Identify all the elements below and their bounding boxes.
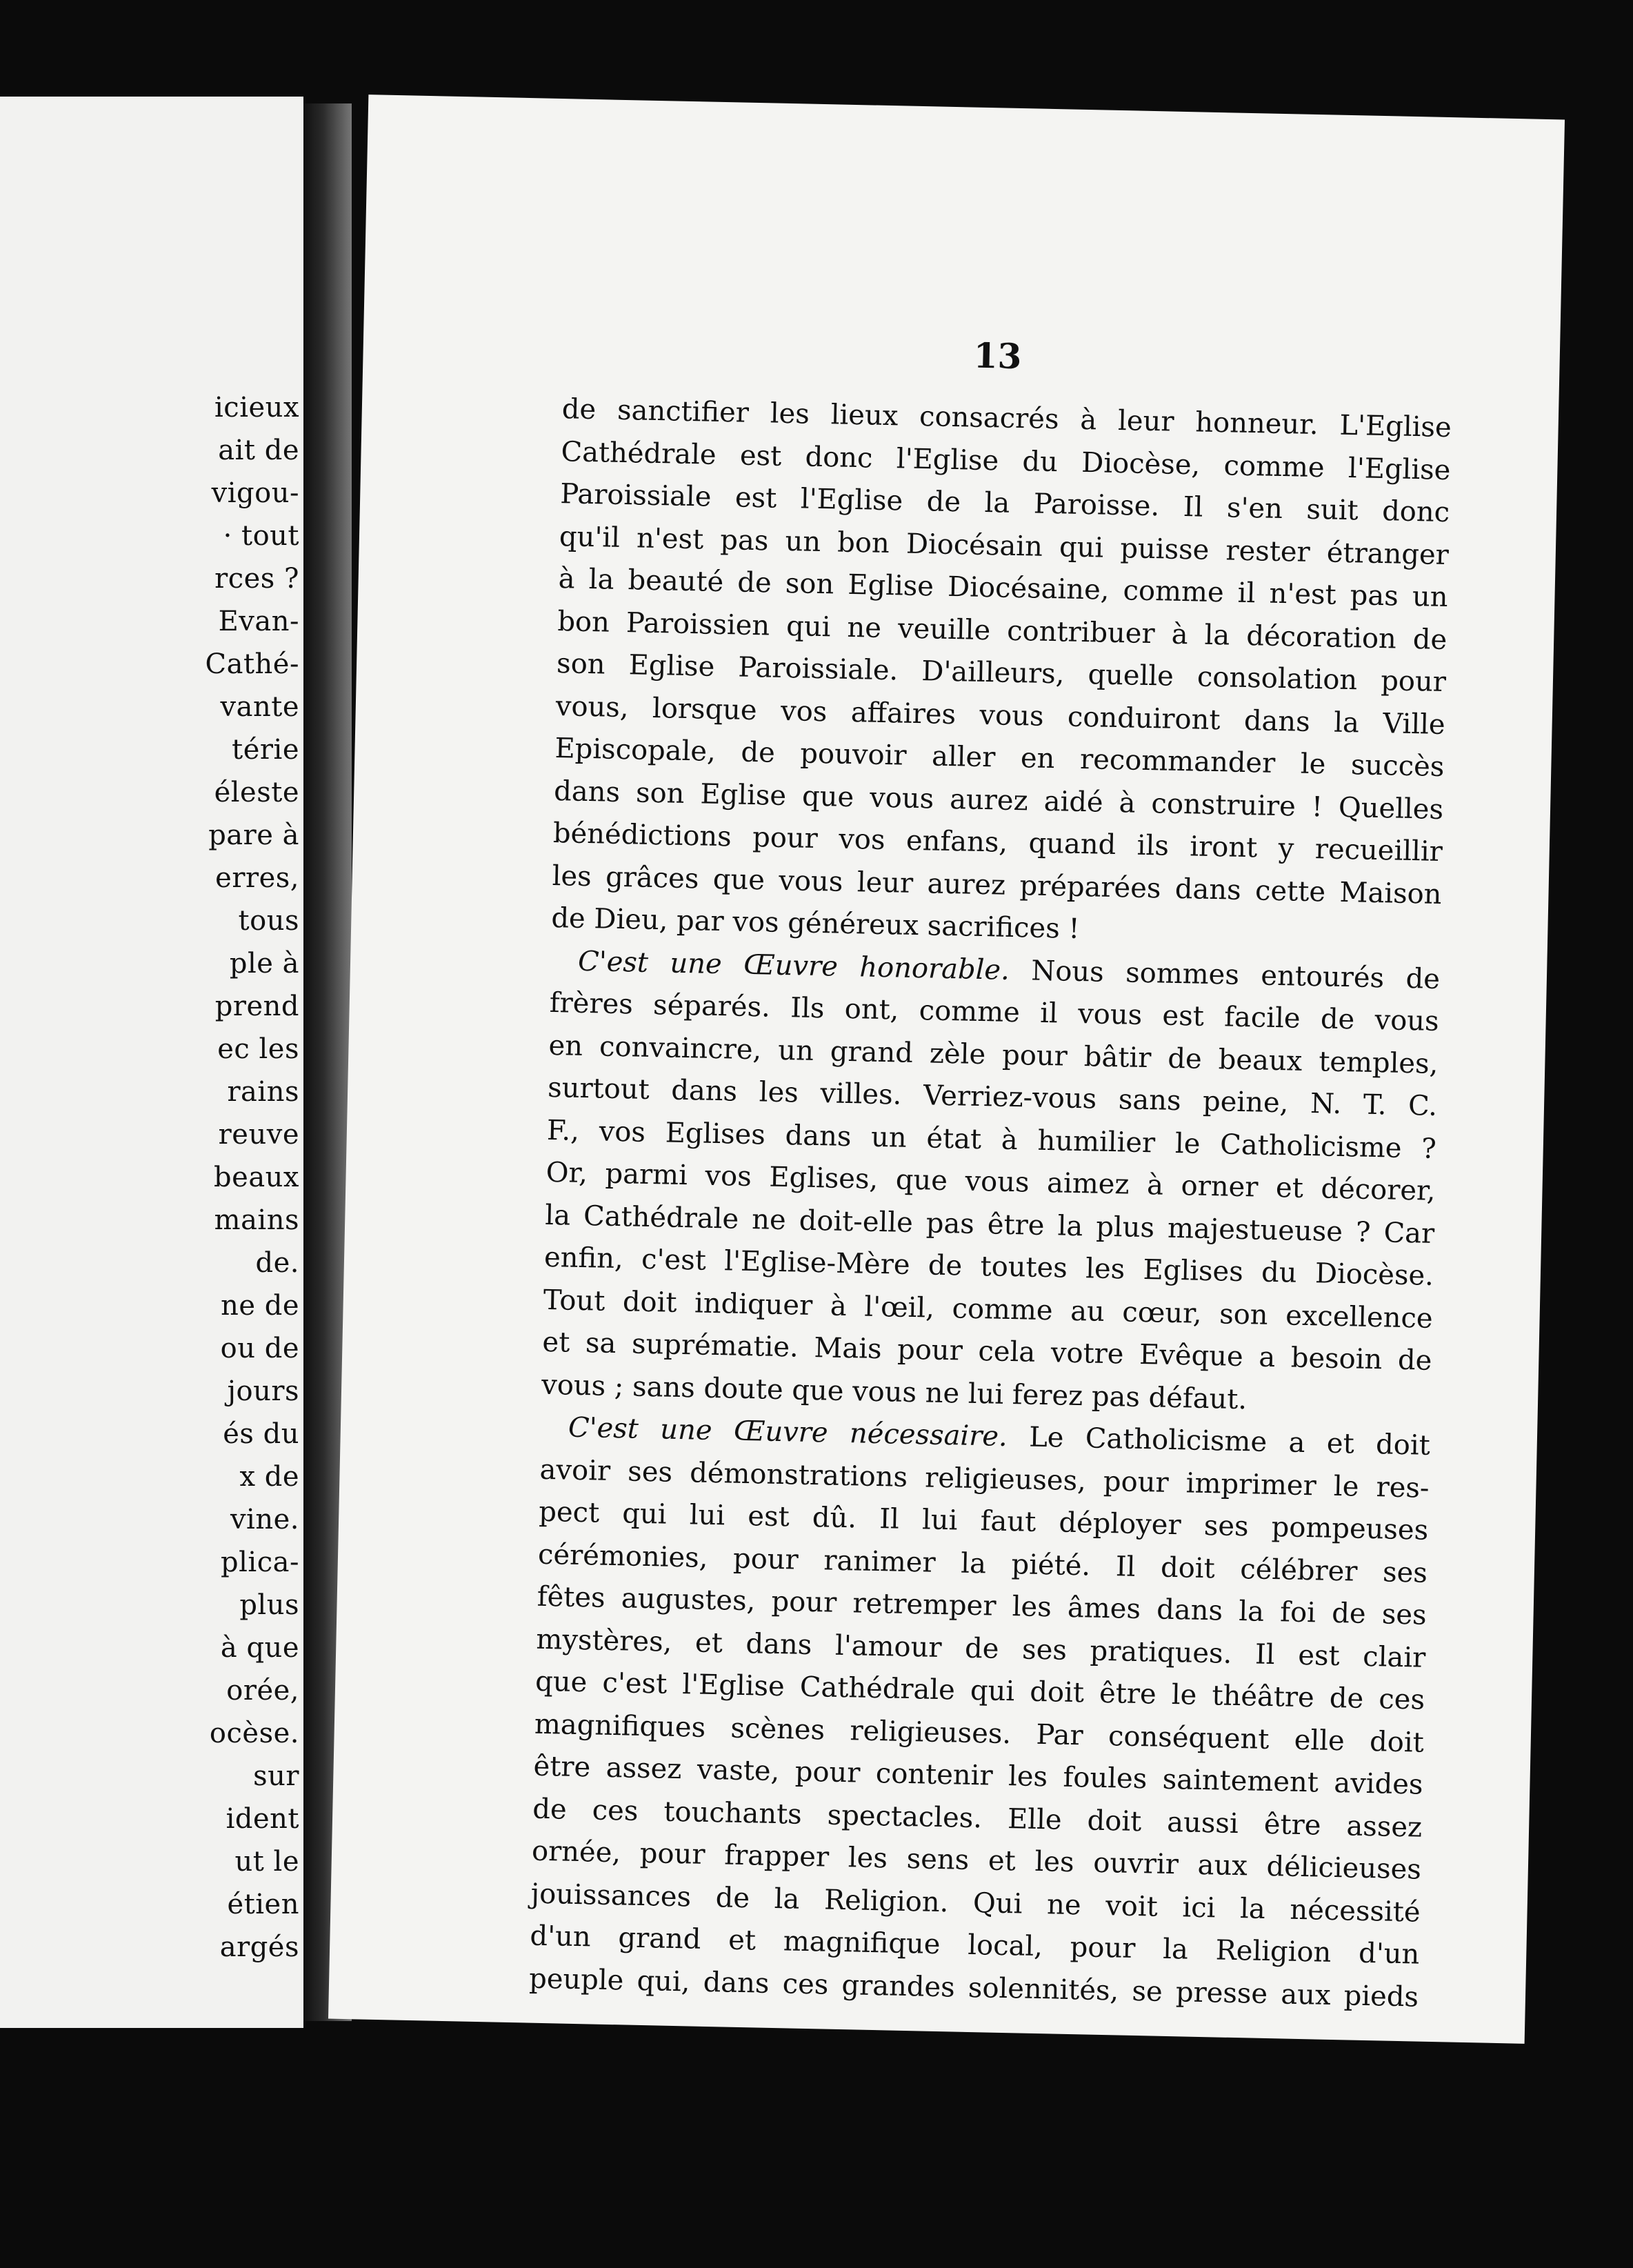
text-line-content: frères séparés. Ils ont, comme il vous est facile de vous (549, 986, 1440, 1037)
left-page-text-fragments (0, 386, 303, 1969)
left-fragment-line: à que (220, 1632, 299, 1664)
page-number: 13 (973, 335, 1023, 377)
left-fragment-line: és du (223, 1418, 299, 1450)
left-fragment-line: vante (220, 691, 299, 723)
left-fragment-line: de. (255, 1247, 299, 1279)
text-line-content: les grâces que vous leur aurez préparées dans cette Maison (552, 859, 1442, 911)
text-line-content: Episcopale, de pouvoir aller en recommander le succès (554, 733, 1445, 784)
left-fragment-line: mains (214, 1204, 299, 1236)
left-fragment-line: ne de (221, 1290, 299, 1322)
text-line-content: de Dieu, par vos généreux sacrifices ! (550, 902, 1081, 945)
text-line-content: mystères, et dans l'amour de ses pratiques. Il est clair (536, 1623, 1426, 1674)
text-line-content: enfin, c'est l'Eglise-Mère de toutes les Eglises du Diocèse. (543, 1241, 1434, 1292)
text-line-content: fêtes augustes, pour retremper les âmes dans la foi de ses (537, 1580, 1427, 1631)
left-fragment-line: ocèse. (209, 1718, 299, 1749)
text-line-content: pect qui lui est dû. Il lui faut déployer ses pompeuses (538, 1495, 1429, 1546)
left-page (0, 97, 303, 2028)
right-page (328, 94, 1565, 2044)
left-fragment-line: ple à (229, 948, 299, 979)
section-heading-italic: C'est une Œuvre honorable. (577, 945, 1010, 986)
text-line-content: F., vos Eglises dans un état à humilier le Catholicisme ? (546, 1114, 1437, 1165)
left-fragment-line: ut le (234, 1846, 299, 1878)
left-fragment-line: rains (227, 1076, 299, 1108)
text-line-content: Tout doit indiquer à l'œil, comme au cœur, son excellence (543, 1284, 1434, 1335)
text-line-content: de ces touchants spectacles. Elle doit aussi être assez (532, 1793, 1423, 1844)
left-fragment-line: beaux (214, 1162, 299, 1193)
text-line-content: la Cathédrale ne doit-elle pas être la plus majestueuse ? Car (544, 1199, 1435, 1250)
left-fragment-line: erres, (215, 862, 299, 894)
text-line-content: en convaincre, un grand zèle pour bâtir de beaux temples, (548, 1029, 1439, 1080)
left-fragment-line: · tout (223, 520, 299, 552)
text-line-content: vous, lorsque vos affaires vous conduiront dans la Ville (555, 690, 1446, 741)
left-fragment-line: orée, (226, 1675, 299, 1707)
left-fragment-line: reuve (218, 1119, 299, 1151)
left-fragment-line: Cathé- (205, 648, 299, 680)
left-fragment-line: plus (239, 1589, 299, 1621)
left-fragment-line: ou de (220, 1333, 299, 1364)
text-line-content: qu'il n'est pas un bon Diocésain qui puisse rester étranger (559, 520, 1450, 571)
text-line-content: Nous sommes entourés de (1009, 954, 1441, 995)
text-line-content: ornée, pour frapper les sens et les ouvrir aux délicieuses (531, 1835, 1422, 1886)
text-line-content: et sa suprématie. Mais pour cela votre Evêque a besoin de (542, 1326, 1432, 1377)
left-fragment-line: plica- (221, 1546, 299, 1578)
page-body-text (529, 388, 1452, 2019)
left-fragment-line: térie (232, 734, 299, 766)
text-line-content: dans son Eglise que vous aurez aidé à construire ! Quelles (553, 775, 1444, 826)
text-line-content: magnifiques scènes religieuses. Par conséquent elle doit (534, 1708, 1425, 1759)
left-fragment-line: sur (253, 1760, 299, 1792)
left-fragment-line: rces ? (214, 563, 299, 595)
text-line-content: Or, parmi vos Eglises, que vous aimez à orner et décorer, (545, 1156, 1436, 1207)
text-line-content: bénédictions pour vos enfans, quand ils iront y recueillir (552, 817, 1443, 868)
text-line-content: avoir ses démonstrations religieuses, pour imprimer le res- (539, 1453, 1430, 1504)
left-fragment-line: ait de (218, 435, 299, 466)
text-line-content: jouissances de la Religion. Qui ne voit ici la nécessité (530, 1878, 1421, 1929)
left-fragment-line: ident (226, 1803, 299, 1835)
text-line-content: vous ; sans doute que vous ne lui ferez pas défaut. (541, 1369, 1248, 1415)
text-line-content: d'un grand et magnifique local, pour la Religion d'un (530, 1920, 1420, 1971)
text-line-content: Le Catholicisme a et doit (1007, 1420, 1431, 1462)
left-fragment-line: pare à (208, 819, 299, 851)
text-line-content: cérémonies, pour ranimer la piété. Il doit célébrer ses (537, 1538, 1428, 1589)
left-fragment-line: x de (239, 1461, 299, 1493)
text-line-content: Paroissiale est l'Eglise de la Paroisse. Il s'en suit donc (559, 478, 1450, 529)
text-line-content: être assez vaste, pour contenir les foules saintement avides (533, 1750, 1423, 1801)
left-fragment-line: Evan- (218, 606, 299, 637)
text-line-content: son Eglise Paroissiale. D'ailleurs, quelle consolation pour (556, 648, 1447, 699)
text-line-content: surtout dans les villes. Verriez-vous sans peine, N. T. C. (547, 1071, 1438, 1122)
text-line-content: peuple qui, dans ces grandes solennités, se presse aux pieds (528, 1962, 1419, 2013)
left-fragment-line: ec les (217, 1033, 299, 1065)
left-fragment-line: icieux (214, 392, 299, 424)
left-fragment-line: argés (219, 1931, 299, 1963)
text-line-content: que c'est l'Eglise Cathédrale qui doit être le théâtre de ces (534, 1665, 1425, 1716)
text-line-content: de sanctifier les lieux consacrés à leur honneur. L'Eglise (561, 393, 1452, 444)
text-line-content: Cathédrale est donc l'Eglise du Diocèse, comme l'Eglise (561, 435, 1451, 486)
section-heading-italic: C'est une Œuvre nécessaire. (568, 1411, 1008, 1453)
left-fragment-line: vigou- (211, 477, 299, 509)
left-fragment-line: éleste (214, 777, 299, 808)
left-fragment-line: jours (227, 1375, 299, 1407)
text-line-content: à la beauté de son Eglise Diocésaine, comme il n'est pas un (558, 563, 1448, 614)
left-fragment-line: prend (214, 991, 299, 1022)
left-fragment-line: tous (238, 905, 299, 937)
left-fragment-line: étien (227, 1889, 299, 1920)
left-fragment-line: vine. (230, 1504, 299, 1535)
text-line-content: bon Paroissien qui ne veuille contribuer à la décoration de (557, 605, 1447, 656)
